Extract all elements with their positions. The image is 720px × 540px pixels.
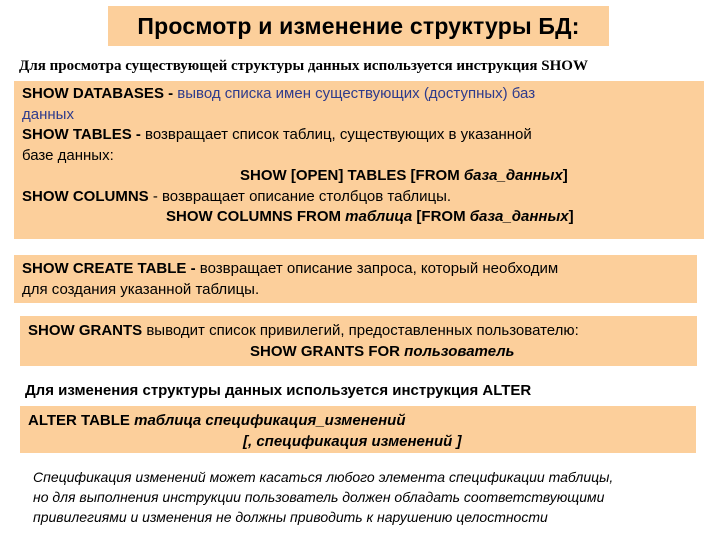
show-databases-cmd: SHOW DATABASES - bbox=[22, 85, 178, 102]
show-grants-box bbox=[20, 316, 697, 366]
show-tables-syntax bbox=[22, 166, 696, 187]
show-tables-syntax-end: ] bbox=[562, 167, 568, 184]
show-create-table-box bbox=[14, 255, 697, 303]
page-title: Просмотр и изменение структуры БД: bbox=[137, 13, 580, 39]
show-columns-syntax-end: ] bbox=[568, 208, 574, 225]
show-columns-syntax-arg2: база_данных bbox=[469, 208, 569, 225]
show-commands-box bbox=[14, 81, 704, 239]
show-databases-line bbox=[22, 84, 696, 105]
show-columns-syntax bbox=[22, 207, 696, 228]
show-columns-desc: - возвращает описание столбцов таблицы. bbox=[148, 187, 452, 205]
show-columns-syntax-mid: [FROM bbox=[412, 208, 470, 225]
show-tables-cmd: SHOW TABLES - bbox=[22, 126, 146, 143]
show-tables-desc-cont: базе данных: bbox=[22, 146, 114, 164]
show-tables-syntax-text: SHOW [OPEN] TABLES [FROM bbox=[240, 167, 464, 184]
show-columns-cmd: SHOW COLUMNS bbox=[22, 187, 149, 205]
alter-table-cmd: ALTER TABLE bbox=[28, 412, 135, 429]
note-text bbox=[33, 467, 703, 527]
show-tables-syntax-arg: база_данных bbox=[463, 167, 563, 184]
show-databases-desc-cont: данных bbox=[22, 105, 74, 123]
show-create-table-cmd: SHOW CREATE TABLE - bbox=[22, 260, 200, 277]
note-line: но для выполнения инструкции пользователь должен обладать соответствующими bbox=[33, 489, 605, 505]
show-grants-line bbox=[28, 320, 689, 341]
show-tables-line bbox=[22, 125, 696, 146]
alter-table-arg: таблица спецификация_изменений bbox=[134, 412, 406, 429]
show-grants-syntax-text: SHOW GRANTS FOR bbox=[250, 343, 405, 360]
title-box bbox=[108, 6, 609, 46]
show-intro-text: Для просмотра существующей структуры данных используется инструкция SHOW bbox=[19, 58, 588, 74]
alter-table-line bbox=[28, 410, 688, 431]
show-grants-syntax bbox=[28, 341, 689, 362]
note-line: привилегиями и изменения не должны приводить к нарушению целостности bbox=[33, 509, 548, 525]
show-columns-syntax-arg1: таблица bbox=[345, 208, 413, 225]
show-grants-cmd: SHOW GRANTS bbox=[28, 322, 143, 339]
alter-intro-text: Для изменения структуры данных используется инструкция ALTER bbox=[25, 382, 532, 399]
show-grants-syntax-arg: пользователь bbox=[404, 343, 515, 360]
show-create-table-desc: возвращает описание запроса, который необходим bbox=[199, 260, 559, 277]
show-create-table-line bbox=[22, 258, 689, 279]
show-databases-desc: вывод списка имен существующих (доступных) баз bbox=[177, 85, 536, 102]
note-line: Спецификация изменений может касаться любого элемента спецификации таблицы, bbox=[33, 469, 614, 485]
alter-table-box bbox=[20, 406, 696, 453]
show-tables-desc: возвращает список таблиц, существующих в указанной bbox=[145, 126, 532, 143]
show-columns-line bbox=[22, 187, 696, 208]
show-create-table-desc-cont: для создания указанной таблицы. bbox=[22, 281, 260, 298]
alter-table-syntax-cont: [, спецификация изменений ] bbox=[243, 433, 462, 450]
show-grants-desc: выводит список привилегий, предоставленных пользователю: bbox=[142, 322, 579, 339]
show-columns-syntax-text: SHOW COLUMNS FROM bbox=[166, 208, 346, 225]
